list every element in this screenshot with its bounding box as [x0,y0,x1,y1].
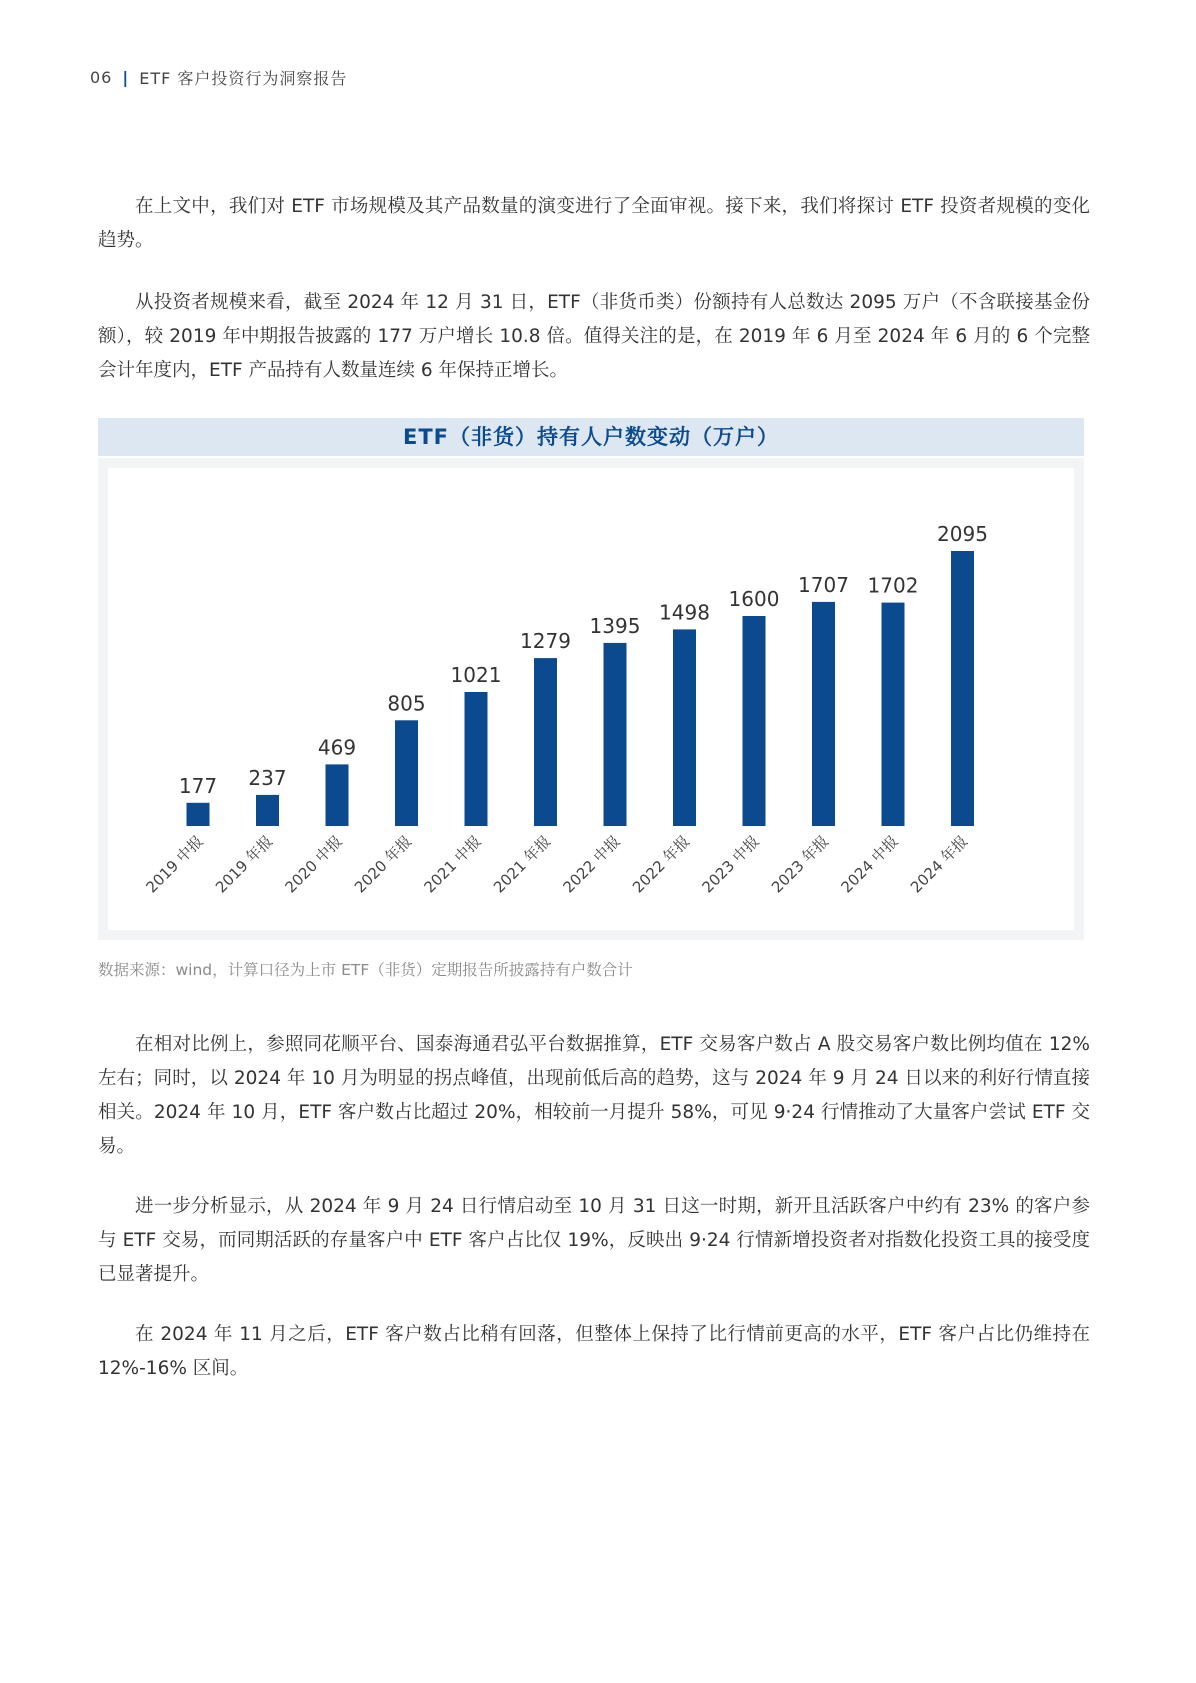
data-label-2: 469 [317,735,357,760]
paragraph-after-november: 在 2024 年 11 月之后，ETF 客户数占比稍有回落，但整体上保持了比行情前更高的水平，ETF 客户占比仍维持在 12%-16% 区间。 [98,1324,1090,1379]
data-label-3: 805 [387,691,426,716]
data-label-10: 1702 [867,573,919,598]
category-label-3: 2020 年报 [351,832,416,897]
bar-11 [951,551,974,826]
bar-5 [534,658,557,826]
data-label-0: 177 [178,773,218,798]
bar-9 [812,602,835,826]
chart-panel [98,458,1084,940]
bar-7 [673,629,696,826]
category-label-0: 2019 中报 [142,832,207,897]
data-label-1: 237 [248,765,287,790]
page-header [90,66,347,89]
report-title: ETF 客户投资行为洞察报告 [139,69,348,88]
bar-10 [882,603,905,826]
chart-title: ETF（非货）持有人户数变动（万户） [98,418,1084,456]
data-label-9: 1707 [798,572,849,597]
data-label-8: 1600 [728,587,780,611]
category-label-6: 2022 中报 [559,832,624,897]
category-label-11: 2024 年报 [907,832,972,897]
category-label-5: 2021 年报 [490,832,555,897]
data-label-4: 1021 [450,663,502,687]
bar-4 [465,692,488,826]
data-label-5: 1279 [520,629,571,654]
category-label-9: 2023 年报 [768,832,833,897]
page-number: 06 [90,68,113,87]
bar-0 [187,803,210,826]
data-label-7: 1498 [659,600,710,625]
paragraph-relative-ratio: 在相对比例上，参照同花顺平台、国泰海通君弘平台数据推算，ETF 交易客户数占 A 股交易客户数比例均值在 12% 左右；同时，以 2024 年 10 月为明显的拐点峰值，出现前低后高的趋势，这与 2024 年 9 月 24 日以来的利好行情直接相关。2024 年 10 月，ETF 客户数占比超过 20%，相较前一月提升 58%，可见 9·24 行情推动了大量客户尝试 ETF 交易。 [98,1034,1090,1157]
bar-chart [108,468,1074,930]
category-label-8: 2023 中报 [698,832,763,897]
category-label-10: 2024 中报 [837,832,902,897]
paragraph-intro: 在上文中，我们对 ETF 市场规模及其产品数量的演变进行了全面审视。接下来，我们将探讨 ETF 投资者规模的变化趋势。 [98,196,1090,251]
paragraph-further-analysis: 进一步分析显示，从 2024 年 9 月 24 日行情启动至 10 月 31 日这一时期，新开且活跃客户中约有 23% 的客户参与 ETF 交易，而同期活跃的存量客户中 ETF 客户占比仅 19%，反映出 9·24 行情新增投资者对指数化投资工具的接受度已显著提升。 [98,1196,1090,1285]
header-separator: | [122,68,130,87]
paragraph-investor-scale: 从投资者规模来看，截至 2024 年 12 月 31 日，ETF（非货币类）份额持有人总数达 2095 万户（不含联接基金份额），较 2019 年中期报告披露的 177 万户增长 10.8 倍。值得关注的是，在 2019 年 6 月至 2024 年 6 月的 6 个完整会计年度内，ETF 产品持有人数量连续 6 年保持正增长。 [98,292,1090,381]
category-label-4: 2021 中报 [420,832,485,897]
bar-1 [256,795,279,826]
data-label-6: 1395 [589,613,641,638]
chart-area [108,468,1074,930]
bar-6 [604,643,627,826]
category-label-1: 2019 年报 [212,832,277,897]
category-label-7: 2022 年报 [629,832,694,897]
bar-3 [395,720,418,826]
data-label-11: 2095 [937,522,988,546]
bar-2 [326,764,349,826]
bar-8 [743,616,766,826]
category-label-2: 2020 中报 [281,832,346,897]
source-note: 数据来源：wind，计算口径为上市 ETF（非货）定期报告所披露持有户数合计 [98,961,633,979]
